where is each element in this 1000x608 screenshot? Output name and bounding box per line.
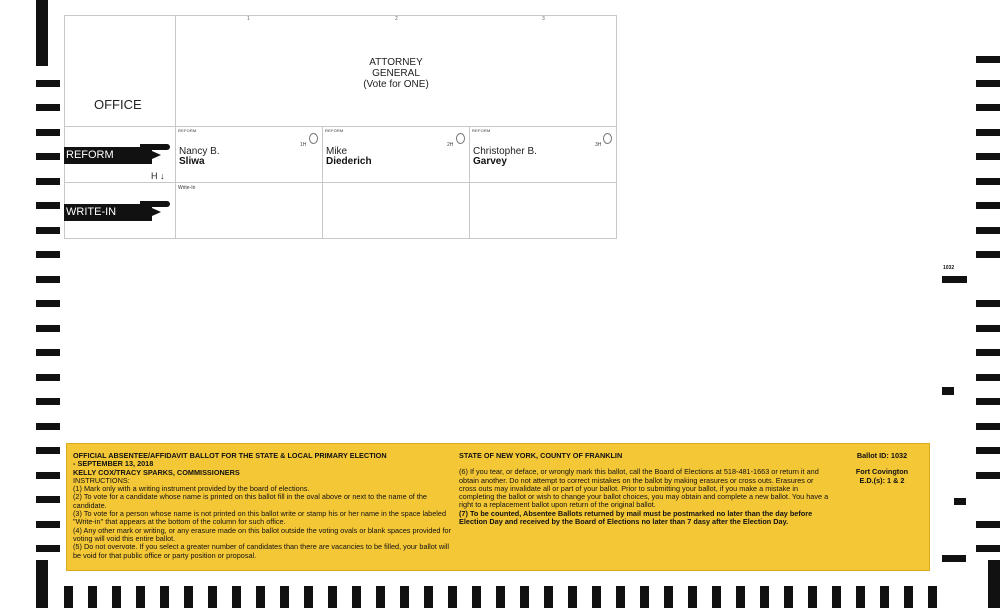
timing-mark — [616, 586, 625, 608]
timing-mark — [976, 325, 1000, 332]
vote-oval[interactable] — [603, 133, 612, 144]
instruction-item: (1) Mark only with a writing instrument provided by the board of elections. — [73, 484, 310, 494]
instructions-heading: INSTRUCTIONS: — [73, 475, 130, 485]
id-mark — [942, 555, 966, 562]
timing-mark — [136, 586, 145, 608]
timing-mark-left-top — [36, 0, 48, 66]
county-heading: STATE OF NEW YORK, COUNTY OF FRANKLIN — [459, 451, 623, 460]
timing-mark — [448, 586, 457, 608]
candidate-party: REFORM — [472, 128, 491, 133]
timing-mark — [232, 586, 241, 608]
office-label: OFFICE — [94, 97, 142, 112]
candidate-position: 3H — [595, 142, 602, 148]
timing-mark — [352, 586, 361, 608]
column-number: 3 — [542, 16, 545, 22]
candidate-position: 2H — [447, 142, 454, 148]
timing-mark — [280, 586, 289, 608]
id-mark — [942, 276, 967, 283]
timing-mark — [976, 545, 1000, 552]
empty-cell — [322, 182, 470, 239]
candidate-first-name: Mike — [326, 146, 348, 157]
instructions-middle-column — [459, 452, 829, 526]
timing-mark — [36, 251, 60, 258]
timing-mark — [976, 80, 1000, 87]
candidate-first-name: Christopher B. — [473, 146, 537, 157]
timing-mark — [976, 153, 1000, 160]
timing-mark — [976, 374, 1000, 381]
instructions-left-column — [73, 452, 453, 560]
write-in-label: Write-In — [178, 185, 196, 191]
instruction-item: (3) To vote for a person whose name is not printed on this ballot write or stamp his or her name in the space labeled "Write-in" that appears at the bottom of the column for such office. — [73, 509, 447, 527]
timing-mark — [976, 447, 1000, 454]
timing-mark — [400, 586, 409, 608]
timing-mark — [904, 586, 913, 608]
candidate-first-name: Nancy B. — [179, 146, 220, 157]
ballot-title-date: - SEPTEMBER 13, 2018 — [73, 459, 154, 469]
ballot-info-column — [837, 452, 927, 485]
candidate-position: 1H — [300, 142, 307, 148]
timing-mark — [976, 423, 1000, 430]
timing-mark — [592, 586, 601, 608]
contest-title-line: GENERAL — [372, 68, 420, 79]
timing-mark — [976, 349, 1000, 356]
party-label-writein: WRITE-IN — [64, 204, 152, 221]
timing-mark — [664, 586, 673, 608]
timing-mark — [36, 227, 60, 234]
timing-mark — [856, 586, 865, 608]
timing-mark — [424, 586, 433, 608]
timing-mark — [976, 521, 1000, 528]
timing-mark — [328, 586, 337, 608]
column-number: 2 — [395, 16, 398, 22]
pointing-hand-icon — [140, 201, 170, 207]
instruction-item: (6) If you tear, or deface, or wrongly mark this ballot, call the Board of Elections at 518-481-1663 or return it and obtain another. Do not attempt to correct mistakes on the ballot by making erasures or cross outs. Erasures or cross outs may invalidate all or part of your ballot. Prior to submitting your ballot, if you make a mistake in completing the ballot or wish to change your ballot choices, you may obtain and complete a new ballot. You have a right to a replacement ballot upon return of the original ballot. — [459, 467, 829, 510]
vote-for-one: (Vote for ONE) — [363, 79, 429, 90]
timing-mark — [976, 472, 1000, 479]
timing-mark — [976, 227, 1000, 234]
timing-mark — [880, 586, 889, 608]
timing-mark — [36, 300, 60, 307]
election-districts: E.D.(s): 1 & 2 — [859, 475, 905, 485]
timing-mark — [36, 447, 60, 454]
timing-mark — [112, 586, 121, 608]
timing-mark — [568, 586, 577, 608]
ballot-location: Fort Covington — [855, 467, 909, 477]
timing-mark — [36, 349, 60, 356]
timing-mark — [304, 586, 313, 608]
timing-mark — [832, 586, 841, 608]
timing-mark — [36, 423, 60, 430]
candidate-party: REFORM — [325, 128, 344, 133]
timing-mark — [496, 586, 505, 608]
timing-mark — [808, 586, 817, 608]
timing-mark — [160, 586, 169, 608]
timing-mark — [976, 251, 1000, 258]
timing-mark — [712, 586, 721, 608]
line-letter — [151, 171, 165, 181]
timing-mark — [472, 586, 481, 608]
id-mark — [954, 498, 966, 505]
timing-mark — [36, 521, 60, 528]
timing-mark — [688, 586, 697, 608]
timing-mark — [544, 586, 553, 608]
timing-mark — [208, 586, 217, 608]
timing-mark — [640, 586, 649, 608]
timing-mark — [36, 472, 60, 479]
timing-mark — [36, 178, 60, 185]
timing-mark-left-bottom — [36, 560, 48, 608]
timing-mark — [976, 202, 1000, 209]
timing-mark — [36, 80, 60, 87]
timing-mark — [36, 496, 60, 503]
ballot-title: OFFICIAL ABSENTEE/AFFIDAVIT BALLOT FOR THE STATE & LOCAL PRIMARY ELECTION — [73, 451, 387, 460]
timing-mark — [64, 586, 73, 608]
timing-mark — [976, 129, 1000, 136]
instruction-item-bold: (7) To be counted, Absentee Ballots returned by mail must be postmarked no later than the day before Election Day and received by the Board of Elections no later than 7 dasy after the Election Day. — [459, 508, 813, 527]
ballot-id: Ballot ID: 1032 — [856, 451, 908, 460]
candidate-last-name: Diederich — [326, 156, 372, 167]
timing-mark — [976, 398, 1000, 405]
timing-mark — [520, 586, 529, 608]
vote-oval[interactable] — [309, 133, 318, 144]
timing-mark — [184, 586, 193, 608]
timing-mark — [36, 398, 60, 405]
id-mark — [942, 387, 954, 395]
contest-title — [176, 57, 616, 90]
column-number: 1 — [247, 16, 250, 22]
timing-mark — [976, 300, 1000, 307]
down-arrow-icon: ↓ — [160, 171, 165, 181]
write-in-cell[interactable] — [175, 182, 323, 239]
pointing-hand-icon — [140, 144, 170, 150]
timing-mark — [36, 374, 60, 381]
ballot-code: 1032 — [943, 265, 955, 271]
timing-mark — [36, 276, 60, 283]
commissioners: KELLY COX/TRACY SPARKS, COMMISSIONERS — [73, 467, 240, 477]
empty-cell — [469, 182, 617, 239]
timing-mark — [36, 202, 60, 209]
instruction-item: (2) To vote for a candidate whose name is printed on this ballot fill in the oval above or next to the name of the candidate. — [73, 492, 427, 510]
candidate-party: REFORM — [178, 128, 197, 133]
timing-mark — [976, 104, 1000, 111]
timing-mark — [760, 586, 769, 608]
timing-mark — [376, 586, 385, 608]
contest-title-line: ATTORNEY — [369, 57, 423, 68]
line-letter-h: H — [151, 171, 158, 181]
timing-mark — [928, 586, 937, 608]
timing-mark — [256, 586, 265, 608]
timing-mark — [976, 178, 1000, 185]
party-label-reform: REFORM — [64, 147, 152, 164]
candidate-last-name: Garvey — [473, 156, 507, 167]
instructions-band — [66, 443, 930, 571]
timing-mark — [976, 56, 1000, 63]
timing-mark — [88, 586, 97, 608]
instruction-item: (5) Do not overvote. If you select a greater number of candidates than there are vacancies to be filled, your ballot will be void for that public office or party position or proposal. — [73, 542, 449, 560]
timing-mark — [36, 153, 60, 160]
timing-mark — [36, 129, 60, 136]
timing-mark — [36, 545, 60, 552]
timing-mark — [736, 586, 745, 608]
instruction-item: (4) Any other mark or writing, or any erasure made on this ballot outside the voting ovals or blank spaces provided for voting will void this entire ballot. — [73, 525, 452, 543]
timing-mark — [784, 586, 793, 608]
timing-mark-right-bottom — [988, 560, 1000, 608]
timing-mark — [36, 104, 60, 111]
vote-oval[interactable] — [456, 133, 465, 144]
timing-mark — [36, 325, 60, 332]
candidate-last-name: Sliwa — [179, 156, 205, 167]
